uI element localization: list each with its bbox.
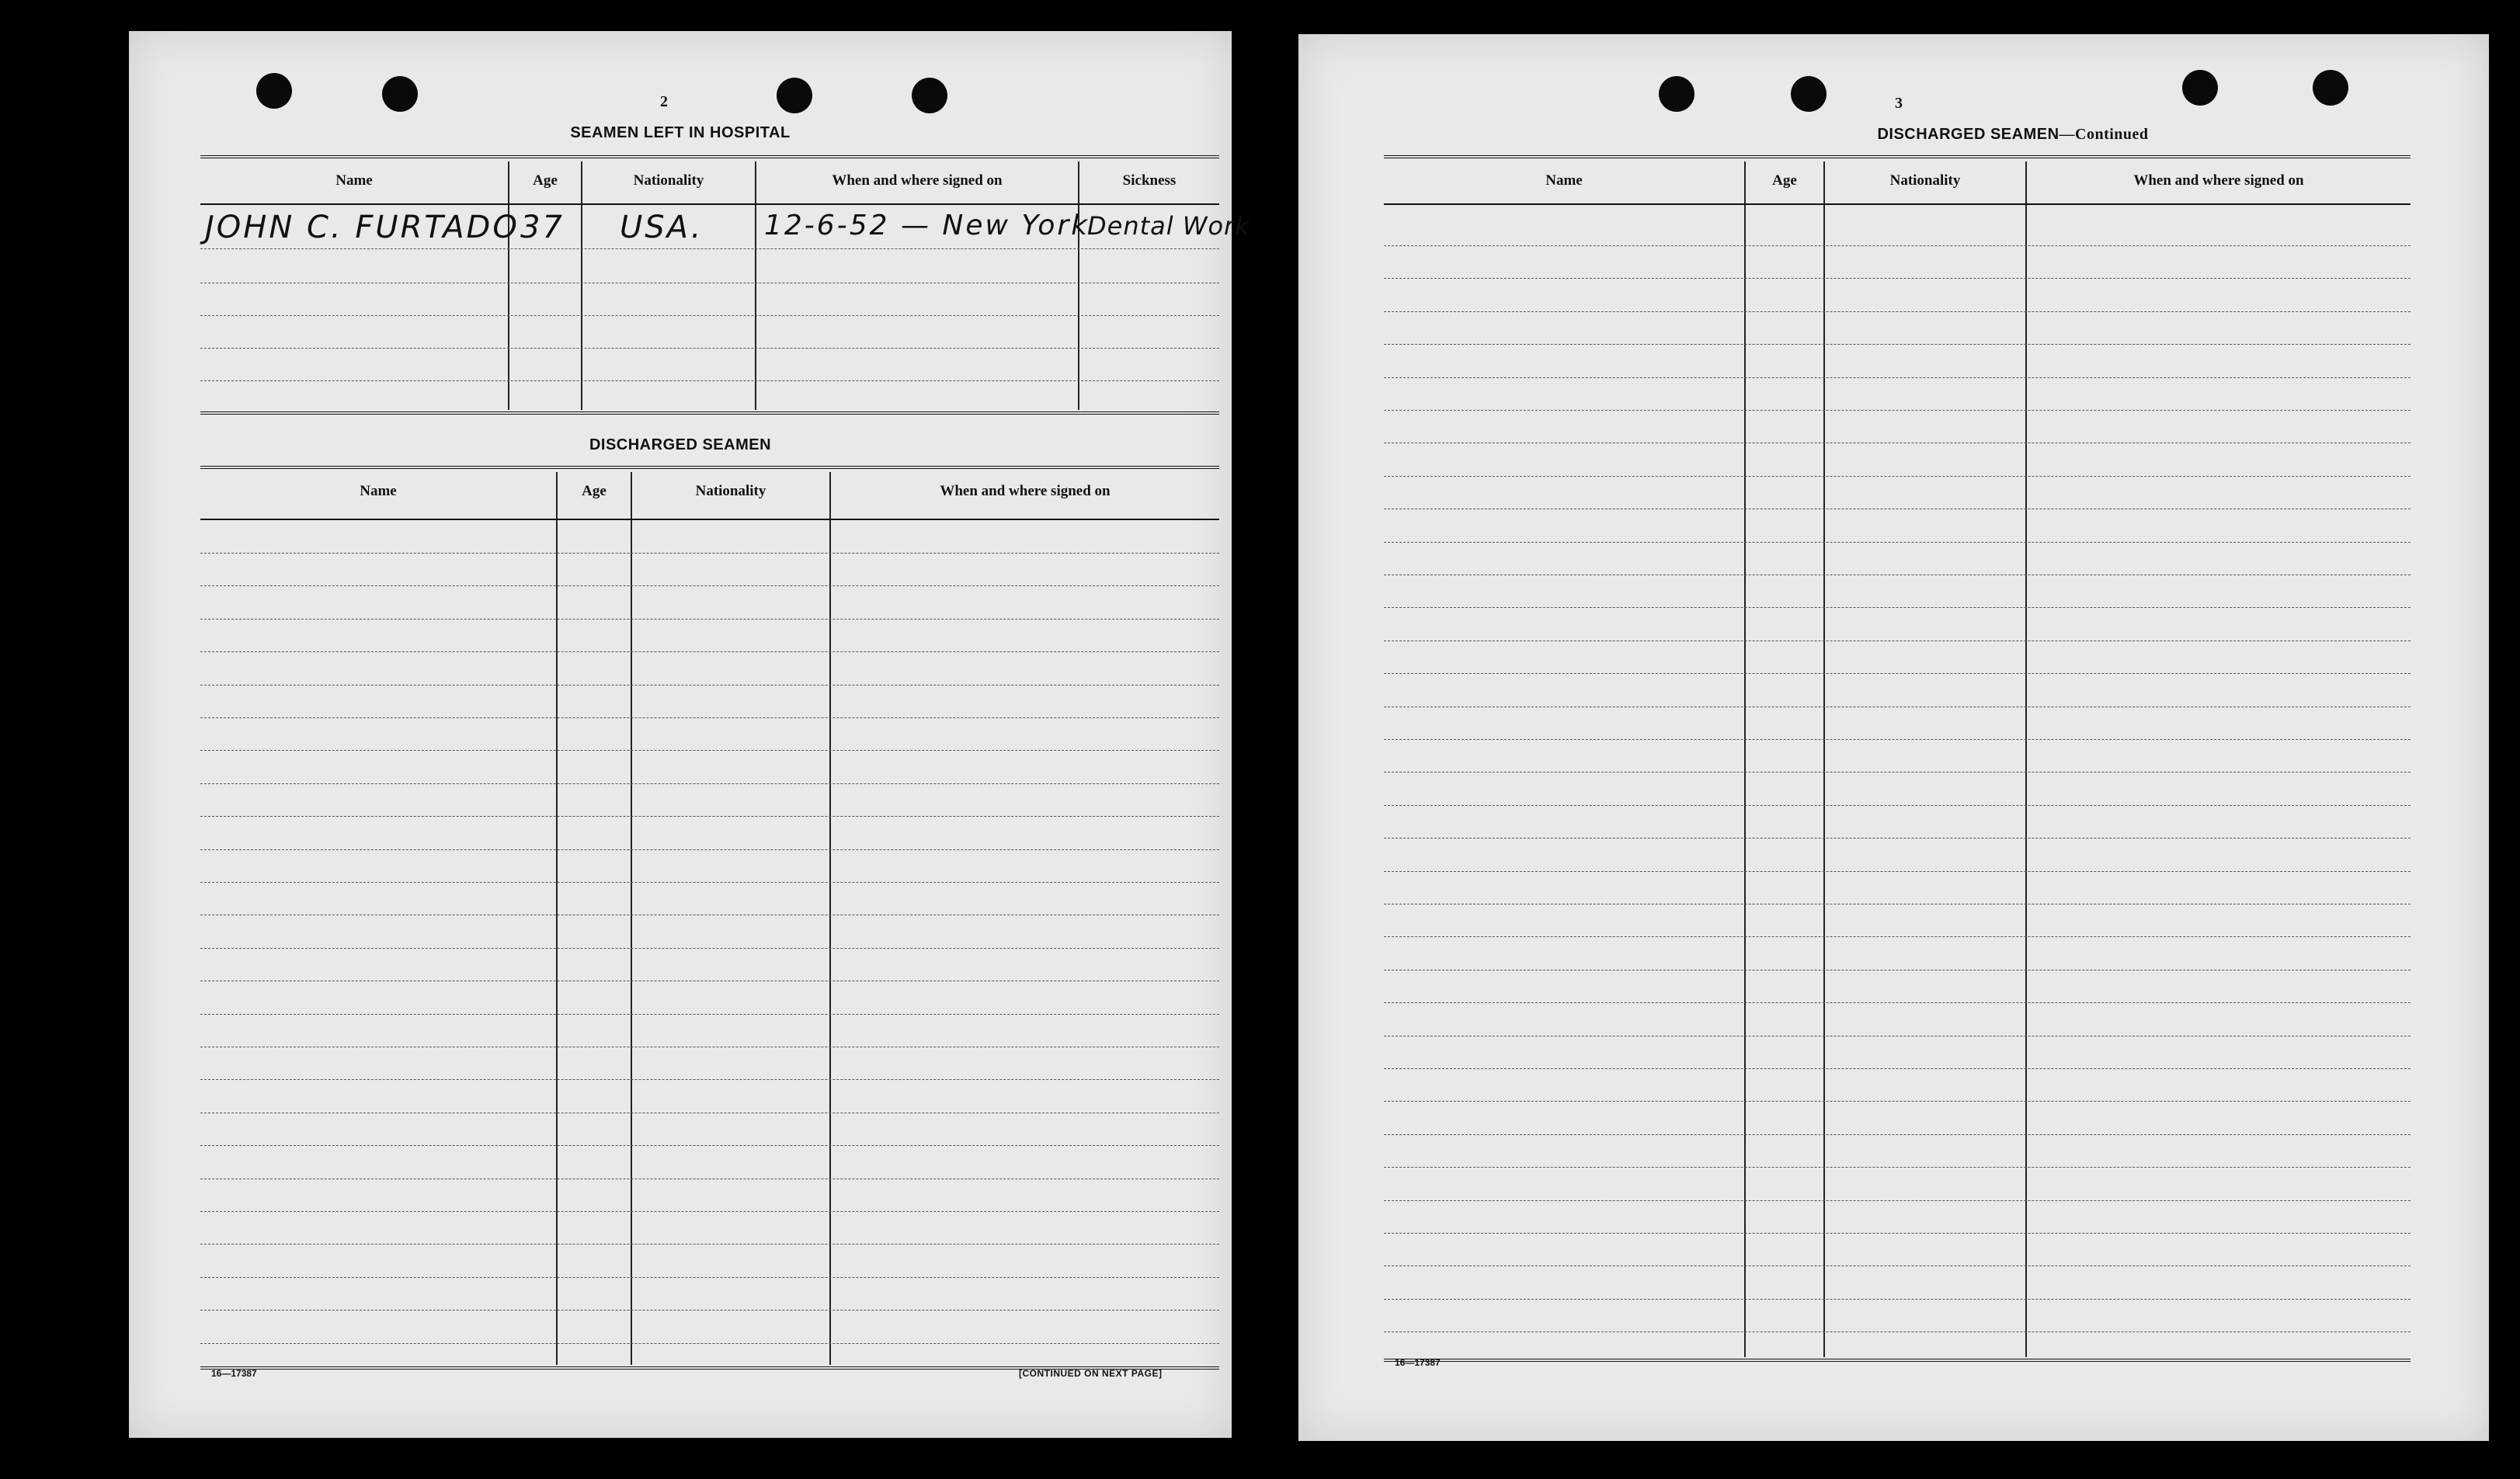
col-header-signed-on: When and where signed on xyxy=(940,483,1111,499)
punch-hole xyxy=(382,76,418,112)
table-row-line xyxy=(200,1310,1219,1311)
table-row-line xyxy=(200,1079,1219,1080)
table-row-line xyxy=(1384,476,2411,477)
page-number: 3 xyxy=(1895,95,1903,112)
table-row-line xyxy=(1384,245,2411,246)
table-row-line xyxy=(1384,1167,2411,1168)
form-number: 16—17387 xyxy=(211,1368,257,1379)
table-row-line xyxy=(1384,936,2411,937)
section-title-suffix: —Continued xyxy=(2059,126,2149,143)
hospital-entry-age: 37 xyxy=(520,210,565,245)
hospital-entry-name: JOHN C. FURTADO xyxy=(205,210,520,245)
page-number: 2 xyxy=(660,93,668,110)
table-row-line xyxy=(1384,1331,2411,1332)
table-row-line xyxy=(1384,1265,2411,1266)
table-row-line xyxy=(200,750,1219,751)
hospital-entry-nationality: USA. xyxy=(620,210,704,245)
col-header-name: Name xyxy=(335,172,373,189)
col-header-sickness: Sickness xyxy=(1122,172,1177,189)
punch-hole xyxy=(1659,76,1694,112)
discharged-section-title: DISCHARGED SEAMEN xyxy=(589,436,772,453)
table-row-line xyxy=(200,619,1219,620)
table-row-line xyxy=(1384,278,2411,279)
form-number: 16—17387 xyxy=(1395,1357,1441,1368)
table-row-line xyxy=(1384,344,2411,345)
table-row-line xyxy=(1384,673,2411,674)
col-header-nationality: Nationality xyxy=(1889,172,1961,189)
table-row-line xyxy=(1384,1101,2411,1102)
table-row-line xyxy=(200,849,1219,850)
table-row-line xyxy=(200,783,1219,784)
table-row-line xyxy=(200,816,1219,817)
table-row-line xyxy=(200,1014,1219,1015)
hospital-table xyxy=(200,155,1250,450)
table-row-line xyxy=(200,1211,1219,1212)
table-row-line xyxy=(200,651,1219,652)
table-bottom-rule xyxy=(1384,1359,2411,1364)
punch-hole xyxy=(2182,70,2218,106)
right-page xyxy=(1298,34,2489,1441)
table-row-line xyxy=(200,685,1219,686)
table-row-line xyxy=(200,717,1219,718)
punch-hole xyxy=(1791,76,1827,112)
discharged-section-title xyxy=(1570,126,2456,144)
table-row-line xyxy=(1384,871,2411,872)
col-header-name: Name xyxy=(360,483,397,499)
table-row-line xyxy=(1384,410,2411,411)
continued-note: [CONTINUED ON NEXT PAGE] xyxy=(1019,1368,1163,1379)
punch-hole xyxy=(912,78,947,113)
table-row-line xyxy=(200,948,1219,949)
section-title-text: DISCHARGED SEAMEN xyxy=(1877,126,2059,143)
col-header-nationality: Nationality xyxy=(695,483,766,499)
left-page xyxy=(129,31,1250,1438)
punch-hole xyxy=(256,73,292,109)
discharged-table-right xyxy=(1384,155,2411,1382)
table-row-line xyxy=(200,1277,1219,1278)
table-row-line xyxy=(200,1145,1219,1146)
table-row-line xyxy=(1384,739,2411,740)
col-header-name: Name xyxy=(1545,172,1583,189)
table-row-line xyxy=(1384,1068,2411,1069)
table-row-line xyxy=(200,585,1219,586)
table-row-line xyxy=(1384,542,2411,543)
hospital-entry-signed-on: 12-6-52 — New York xyxy=(764,210,1090,241)
col-header-signed-on: When and where signed on xyxy=(2133,172,2304,189)
hospital-entry-sickness: Dental Work xyxy=(1087,211,1250,241)
table-row-line xyxy=(1384,1134,2411,1135)
table-row-line xyxy=(1384,1002,2411,1003)
col-header-signed-on: When and where signed on xyxy=(832,172,1003,189)
table-row-line xyxy=(1384,1200,2411,1201)
table-row-line xyxy=(1384,311,2411,312)
table-row-line xyxy=(1384,607,2411,608)
table-row-line xyxy=(200,1343,1219,1344)
table-row-line xyxy=(200,1244,1219,1245)
table-row-line xyxy=(1384,805,2411,806)
table-row-line xyxy=(200,553,1219,554)
col-header-nationality: Nationality xyxy=(633,172,704,189)
table-row-line xyxy=(1384,1233,2411,1234)
col-header-age: Age xyxy=(533,172,558,189)
col-header-age: Age xyxy=(582,483,607,499)
hospital-section-title: SEAMEN LEFT IN HOSPITAL xyxy=(570,124,791,141)
table-row-line xyxy=(1384,1299,2411,1300)
table-row-line xyxy=(1384,377,2411,378)
punch-hole xyxy=(777,78,812,113)
col-header-age: Age xyxy=(1772,172,1797,189)
table-row-line xyxy=(200,882,1219,883)
discharged-table-left xyxy=(200,466,1219,1382)
punch-hole xyxy=(2313,70,2348,106)
